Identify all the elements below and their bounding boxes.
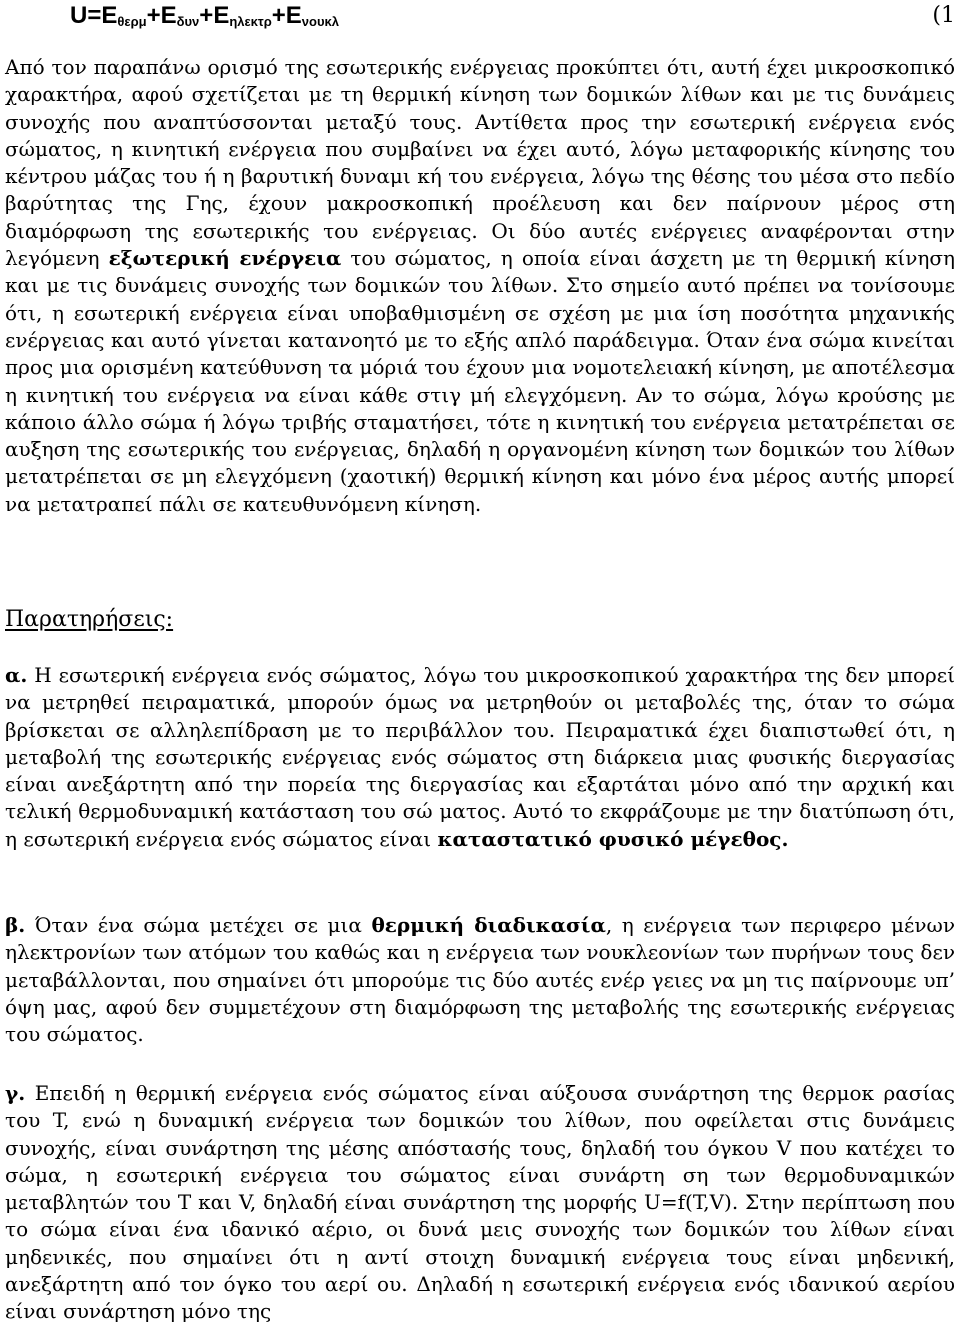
note-item-a [5, 662, 955, 853]
equation-internal-energy [70, 0, 955, 32]
subscript-electronic: ηλεκτρ [229, 14, 272, 29]
note-item-c [5, 1080, 955, 1326]
note-a-bold-term: καταστατικό φυσικό μέγεθος. [437, 826, 789, 851]
note-marker-a: α. [5, 663, 28, 687]
subscript-nuclear: νουκλ [301, 14, 340, 29]
equals-sign: = [87, 2, 102, 29]
note-marker-c: γ. [5, 1081, 26, 1105]
note-b-bold-term: θερμική διαδικασία [371, 913, 606, 937]
equation-number: (1 [932, 3, 955, 28]
equation-symbol-u: U [70, 2, 88, 29]
intro-bold-term: εξωτερική ενέργεια [108, 246, 342, 271]
note-c-text: Επειδή η θερμική ενέργεια ενός σώματος είναι αύξουσα συνάρτηση της θερμοκ ρασίας του T, ενώ η δυναμική ενέργεια των δομικών του λίθων, που οφείλεται στις δυνάμεις συνοχής, είναι συνάρτηση της μέσης απόστασής τους, δηλαδή του όγκου V που κατέχει το σώμα, η εσωτερική ενέργεια του σώματος είναι συνάρτη ση των θερμοδυναμικών μεταβλητών του T και V, δηλαδή είναι συνάρτηση της μορφής U=f(T,V). Στην περίπτωση που το σώμα είναι ένα ιδανικό αέριο, οι δυνά μεις συνοχής των δομικών του λίθων είναι μηδενικές, που σημαίνει ότι η αντί στοιχη δυναμική ενέργεια τους είναι μηδενική, ανεξάρτητη από τον όγκο του αερί ου. Δηλαδή η εσωτερική ενέργεια ενός ιδανικού αερίου είναι συνάρτηση μόνο της [5, 1081, 955, 1324]
intro-paragraph [5, 54, 955, 518]
subscript-thermal: θερμ [117, 14, 147, 29]
note-b-text-part1: Όταν ένα σώμα μετέχει σε μια [25, 913, 372, 937]
plus-sign: + [199, 2, 214, 29]
note-item-b [5, 912, 955, 1048]
note-marker-b: β. [5, 913, 26, 937]
note-a-text: Η εσωτερική ενέργεια ενός σώματος, λόγω του μικροσκοπικού χαρακτήρα της δεν μπορεί να μετρηθεί πειραματικά, μπορούν όμως να μετρηθούν οι μεταβολές της, όταν το σώμα βρίσκεται σε αλληλεπίδραση με το περιβάλλον του. Πειραματικά έχει διαπιστωθεί ότι, η μεταβολή της εσωτερικής ενέργειας ενός σώματος στη διάρκεια μιας φυσικής διεργασίας είναι ανεξάρτητη από την πορεία της διεργασίας και εξαρτάται μόνο από την αρχική και τελική θερμοδυναμική κατάσταση του σώ ματος. Αυτό το εκφράζουμε με την διατύπωση ότι, η εσωτερική ενέργεια ενός σώματος είναι [5, 663, 955, 851]
notes-heading: Παρατηρήσεις: [5, 607, 174, 632]
energy-symbol: E [285, 2, 302, 29]
intro-text-part2: του σώματος, η οποία είναι άσχετη με τη θερμική κίνηση και με τις δυνάμεις συνοχής των δομικών του λίθων. Στο σημείο αυτό πρέπει να τονίσουμε ότι, η εσωτερική ενέργεια είναι υποβαθμισμένη σε σχέση με μια ίση ποσότητα μηχανικής ενέργειας και αυτό γίνεται κατανοητό με το εξής απλό παράδειγμα. Όταν ένα σώμα κινείται προς μια ορισμένη κατεύθυνση τα μόριά του έχουν μια νομοτελειακή κίνηση, με αποτέλεσμα η κινητική του ενέργεια να είναι κάθε στιγ μή ελεγχόμενη. Αν το σώμα, λόγω κρούσης με κάποιο άλλο σώμα ή λόγω τριβής σταματήσει, τότε η κινητική του ενέργεια μετατρέπεται σε αυξηση της εσωτερικής του ενέργειας, δηλαδή η οργανομένη κίνηση των δομικών του λίθων μετατρέπεται σε μη ελεγχόμενη (χαοτική) θερμική κίνηση και μόνο ένα μέρος αυτής μπορεί να μετατραπεί πάλι σε κατευθυνόμενη κίνηση. [5, 246, 955, 516]
intro-text-part1: Από τον παραπάνω ορισμό της εσωτερικής ενέργειας προκύπτει ότι, αυτή έχει μικροσκοπικό χαρακτήρα, αφού σχετίζεται με τη θερμική κίνηση των δομικών λίθων και με τις δυνάμεις συνοχής που αναπτύσσονται μεταξύ τους. Αντίθετα προς την εσωτερική ενέργεια ενός σώματος, η κινητική ενέργεια που συμβαίνει να έχει αυτό, λόγω μεταφορικής κίνησης του κέντρου μάζας του ή η βαρυτική δυναμι κή του ενέργεια, λόγω της θέσης του μέσα στο πεδίο βαρύτητας της Γης, έχουν μακροσκοπική προέλευση και δεν παίρνουν μέρος στη διαμόρφωση της εσωτερικής του ενέργειας. Οι δύο αυτές ενέργειες αναφέρονται στην λεγόμενη [5, 55, 955, 271]
note-b-text-part2: , η ενέργεια των περιφερο μένων ηλεκτρονίων των ατόμων του καθώς και η ενέργεια των νουκλεονίων των πυρήνων τους δεν μεταβάλλονται, που σημαίνει ότι μπορούμε τις δύο αυτές ενέρ γειες να μη τις παίρνουμε υπ’ όψη μας, αφού δεν συμμετέχουν στη διαμόρφωση της μεταβολής της εσωτερικής ενέργειας του σώματος. [5, 913, 955, 1047]
plus-sign: + [271, 2, 286, 29]
subscript-potential: δυν [176, 14, 200, 29]
energy-symbol: E [101, 2, 118, 29]
energy-symbol: E [213, 2, 230, 29]
energy-symbol: E [160, 2, 177, 29]
plus-sign: + [146, 2, 161, 29]
